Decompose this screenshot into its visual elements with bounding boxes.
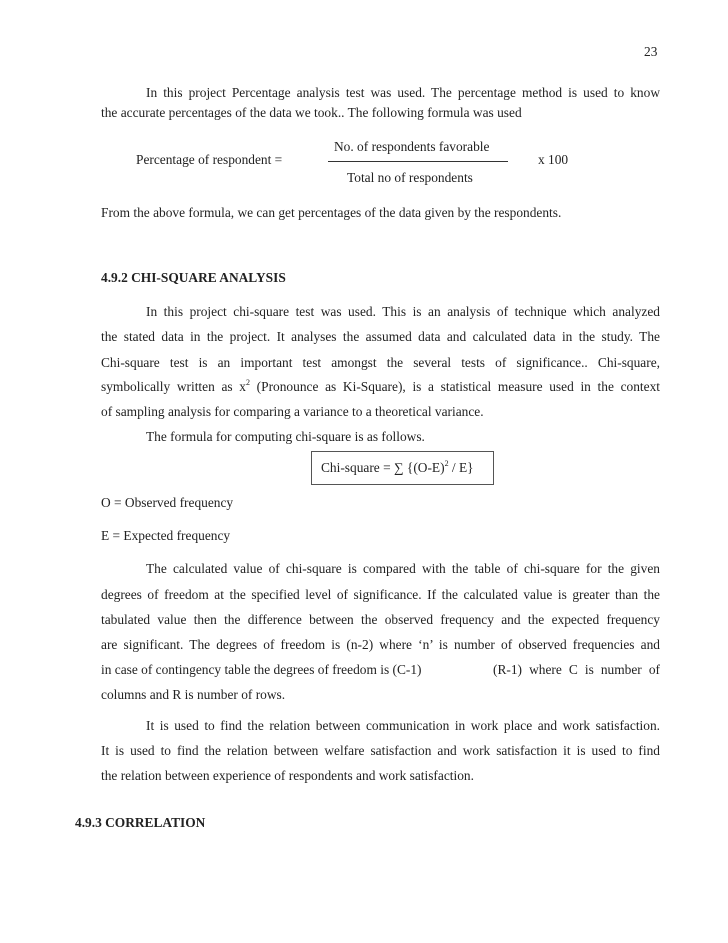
paragraph-line: It is used to find the relation between communication in work place and work satisfaction. <box>146 718 660 733</box>
text-run: / E} <box>448 460 474 475</box>
paragraph-line: in case of contingency table the degrees of freedom is (C-1) <box>101 662 422 677</box>
formula-multiplier: x 100 <box>538 152 569 167</box>
paragraph-line: the stated data in the project. It analyses the assumed data and calculated data in the study. The <box>101 329 660 344</box>
paragraph-line: are significant. The degrees of freedom is (n-2) where ‘n’ is number of observed frequencies and <box>101 637 660 652</box>
paragraph-line: In this project chi-square test was used. This is an analysis of technique which analyzed <box>146 304 660 319</box>
paragraph-line <box>101 379 660 395</box>
paragraph-line: of sampling analysis for comparing a variance to a theoretical variance. <box>101 404 484 419</box>
formula-denominator: Total no of respondents <box>347 170 473 185</box>
superscript: 2 <box>444 459 449 468</box>
paragraph-line: Chi-square test is an important test amongst the several tests of significance.. Chi-square, <box>101 355 660 370</box>
definition-observed: O = Observed frequency <box>101 495 234 510</box>
formula-label: Percentage of respondent = <box>136 152 283 167</box>
paragraph-line: the relation between experience of respondents and work satisfaction. <box>101 768 474 783</box>
superscript: 2 <box>246 378 250 387</box>
page-number: 23 <box>644 44 658 59</box>
section-heading: 4.9.2 CHI-SQUARE ANALYSIS <box>101 270 286 285</box>
paragraph-line: From the above formula, we can get percentages of the data given by the respondents. <box>101 205 562 220</box>
text-run: Chi-square = ∑ {(O-E) <box>321 460 445 475</box>
paragraph-line: columns and R is number of rows. <box>101 687 286 702</box>
section-heading: 4.9.3 CORRELATION <box>75 815 206 830</box>
chi-square-formula-box <box>311 451 494 485</box>
text-run: symbolically written as x <box>101 379 246 394</box>
text-run: (Pronounce as Ki-Square), is a statistical measure used in the context <box>250 379 661 394</box>
definition-expected: E = Expected frequency <box>101 528 231 543</box>
paragraph-line: It is used to find the relation between welfare satisfaction and work satisfaction it is used to find <box>101 743 660 758</box>
paragraph-line: degrees of freedom at the specified level of significance. If the calculated value is greater than the <box>101 587 660 602</box>
paragraph-line: tabulated value then the difference between the observed frequency and the expected frequency <box>101 612 660 627</box>
chi-square-formula <box>321 460 474 476</box>
paragraph-line: (R-1) where C is number of <box>493 662 660 677</box>
paragraph-line: The calculated value of chi-square is compared with the table of chi-square for the given <box>146 561 660 576</box>
fraction-bar <box>328 161 508 162</box>
paragraph-line: the accurate percentages of the data we took.. The following formula was used <box>101 105 522 120</box>
formula-intro: The formula for computing chi-square is as follows. <box>146 429 425 444</box>
paragraph-line: In this project Percentage analysis test was used. The percentage method is used to know <box>146 85 660 100</box>
formula-numerator: No. of respondents favorable <box>334 139 490 154</box>
